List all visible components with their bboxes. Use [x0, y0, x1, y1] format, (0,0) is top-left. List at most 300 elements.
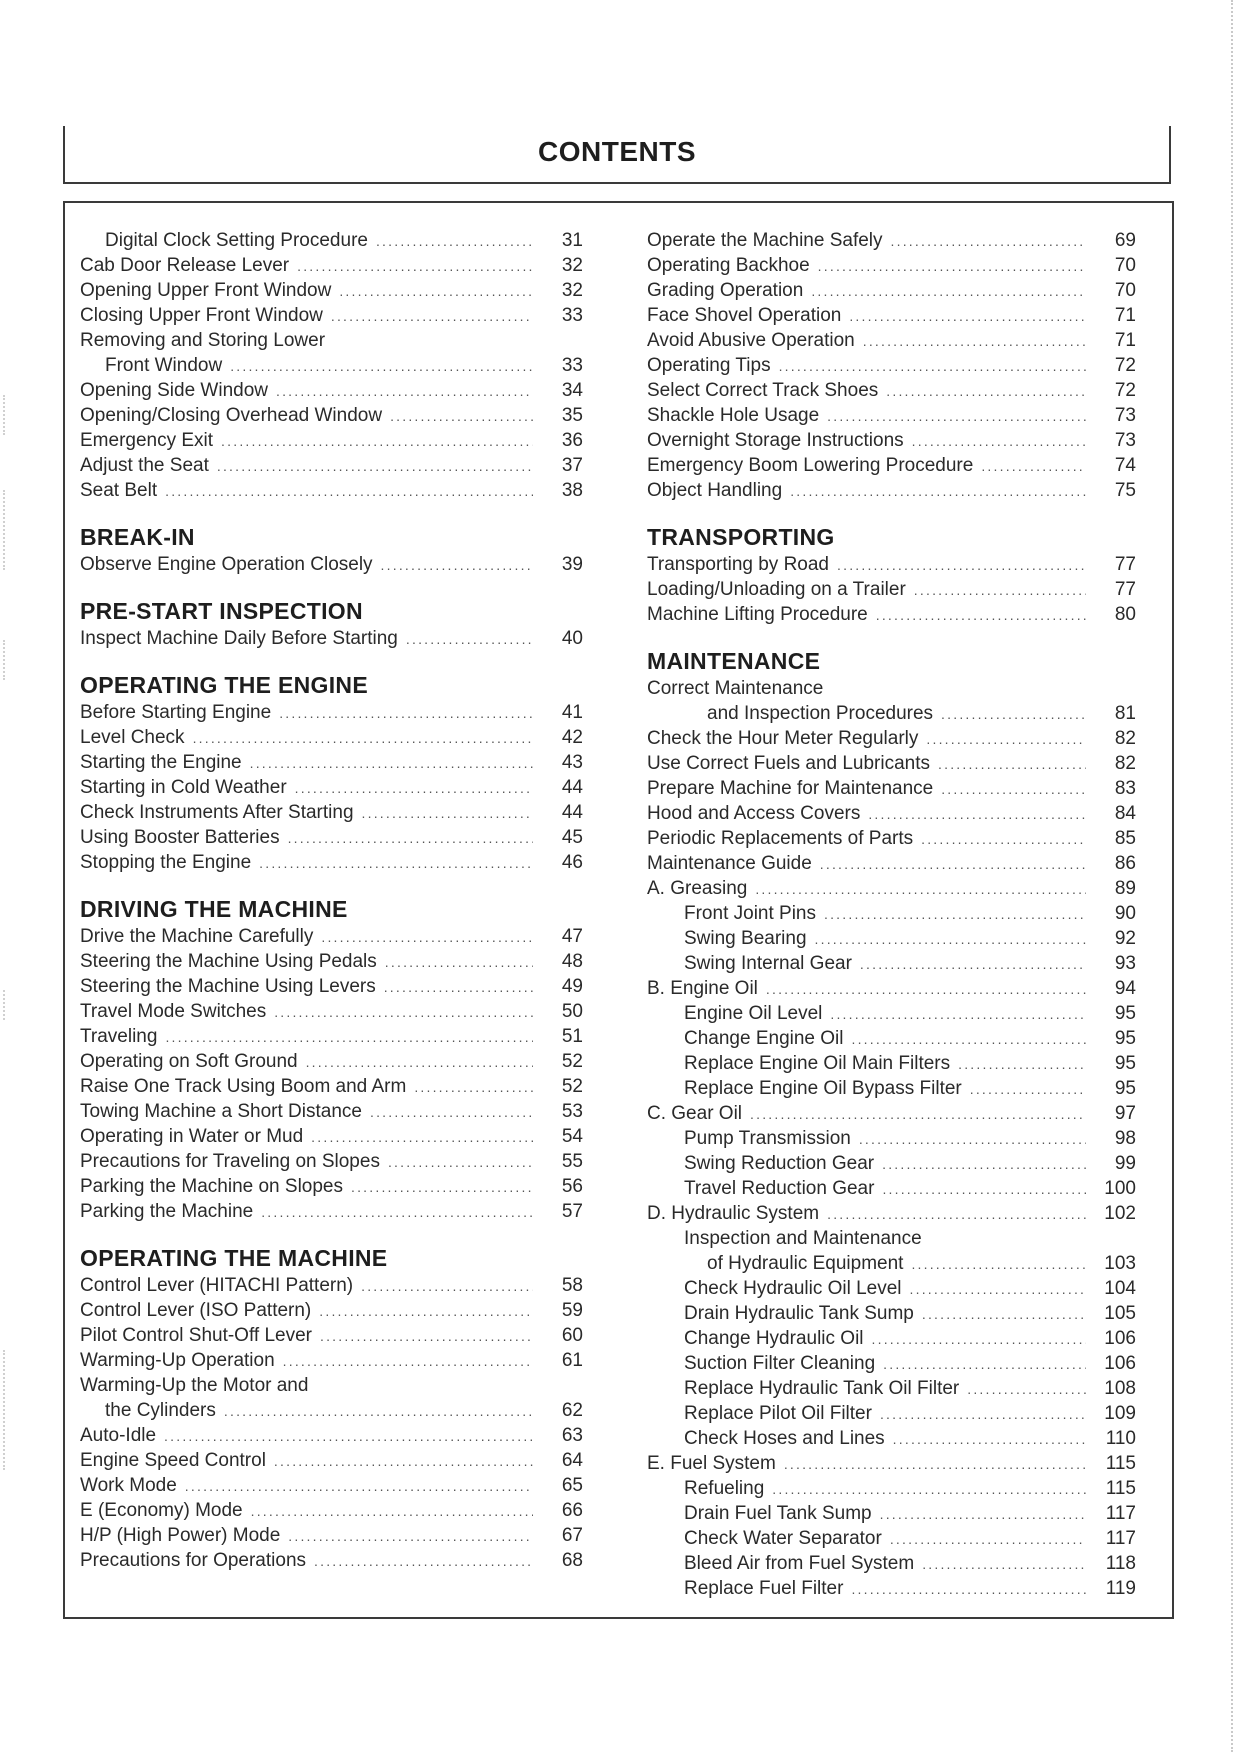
dot-leader [820, 852, 1086, 877]
entry-title: Traveling [80, 1026, 158, 1047]
dot-leader [851, 1577, 1086, 1602]
dot-leader [381, 553, 533, 578]
entry-title: Pilot Control Shut-Off Lever [80, 1325, 312, 1346]
dot-leader [193, 726, 533, 751]
page-number: 73 [1114, 405, 1136, 426]
dot-leader [279, 701, 533, 726]
page-number: 115 [1105, 1478, 1136, 1499]
toc-entry[interactable] [647, 1376, 1136, 1401]
dot-leader [165, 1025, 533, 1050]
toc-entry[interactable] [80, 626, 583, 651]
dot-leader [882, 1152, 1086, 1177]
toc-entry[interactable] [80, 1074, 583, 1099]
page-number: 100 [1104, 1178, 1136, 1199]
entry-title: Grading Operation [647, 280, 804, 301]
toc-entry[interactable] [647, 676, 1136, 701]
entry-title: Operating in Water or Mud [80, 1126, 304, 1147]
page-number: 32 [561, 280, 583, 301]
page-number: 40 [561, 628, 583, 649]
page-number: 98 [1114, 1128, 1136, 1149]
page-number: 59 [561, 1300, 583, 1321]
page-number: 70 [1114, 255, 1136, 276]
entry-title: Raise One Track Using Boom and Arm [80, 1076, 407, 1097]
toc-entry[interactable] [80, 1523, 583, 1548]
page-number: 95 [1114, 1003, 1136, 1024]
page-number: 93 [1114, 953, 1136, 974]
entry-title: Travel Mode Switches [80, 1001, 267, 1022]
toc-entry[interactable] [80, 924, 583, 949]
entry-title: Emergency Boom Lowering Procedure [647, 455, 974, 476]
entry-title: Refueling [684, 1478, 765, 1499]
page-number: 44 [561, 802, 583, 823]
dot-leader [893, 1427, 1086, 1452]
toc-entry[interactable] [80, 428, 583, 453]
entry-title: of Hydraulic Equipment [707, 1253, 904, 1274]
page-number: 77 [1114, 579, 1136, 600]
dot-leader [876, 603, 1086, 628]
entry-title: Use Correct Fuels and Lubricants [647, 753, 931, 774]
entry-title: D. Hydraulic System [647, 1203, 820, 1224]
toc-entry[interactable] [647, 1001, 1136, 1026]
section-heading: DRIVING THE MACHINE [80, 896, 348, 922]
entry-title: Object Handling [647, 480, 783, 501]
dot-leader [811, 279, 1086, 304]
toc-entry[interactable] [80, 1273, 583, 1298]
page-number: 106 [1104, 1328, 1136, 1349]
entry-title: Replace Fuel Filter [684, 1578, 844, 1599]
dot-leader [339, 279, 533, 304]
dot-leader [261, 1200, 533, 1225]
dot-leader [890, 1527, 1086, 1552]
entry-title: Seat Belt [80, 480, 158, 501]
entry-title: Engine Oil Level [684, 1003, 823, 1024]
page-number: 36 [561, 430, 583, 451]
entry-title: Change Engine Oil [684, 1028, 844, 1049]
toc-entry[interactable] [647, 378, 1136, 403]
left-margin-dots [3, 990, 7, 1020]
page-number: 33 [561, 355, 583, 376]
page-number: 89 [1114, 878, 1136, 899]
toc-entry[interactable] [647, 253, 1136, 278]
toc-entry[interactable] [80, 378, 583, 403]
dot-leader [351, 1175, 533, 1200]
dot-leader [941, 777, 1086, 802]
dot-leader [224, 1399, 533, 1424]
toc-entry[interactable] [80, 1548, 583, 1573]
toc-entry[interactable] [647, 1276, 1136, 1301]
entry-title: Before Starting Engine [80, 702, 272, 723]
dot-leader [891, 229, 1086, 254]
dot-leader [165, 479, 533, 504]
toc-entry[interactable] [647, 602, 1136, 627]
dot-leader [321, 925, 533, 950]
toc-entry[interactable] [647, 353, 1136, 378]
entry-title: Inspection and Maintenance [684, 1228, 922, 1249]
toc-entry[interactable] [80, 1049, 583, 1074]
toc-entry[interactable] [80, 750, 583, 775]
dot-leader [981, 454, 1086, 479]
dot-leader [938, 752, 1086, 777]
right-column [647, 228, 1136, 1601]
page-number: 32 [561, 255, 583, 276]
page-number: 71 [1114, 330, 1136, 351]
page-number: 41 [561, 702, 583, 723]
entry-title: Opening/Closing Overhead Window [80, 405, 383, 426]
page-number: 34 [561, 380, 583, 401]
toc-entry[interactable] [80, 1498, 583, 1523]
entry-title: Operating on Soft Ground [80, 1051, 298, 1072]
toc-entry[interactable] [647, 801, 1136, 826]
toc-entry[interactable] [80, 974, 583, 999]
dot-leader [295, 776, 533, 801]
toc-entry[interactable] [647, 328, 1136, 353]
entry-title: Overnight Storage Instructions [647, 430, 904, 451]
page-number: 119 [1105, 1578, 1136, 1599]
toc-entry[interactable] [80, 303, 583, 328]
dot-leader [297, 254, 533, 279]
toc-entry[interactable] [647, 577, 1136, 602]
toc-entry[interactable] [647, 1151, 1136, 1176]
dot-leader [882, 1177, 1086, 1202]
entry-title: Check Water Separator [684, 1528, 882, 1549]
page-number: 62 [561, 1400, 583, 1421]
page-number: 73 [1114, 430, 1136, 451]
left-margin-dots [3, 490, 7, 570]
toc-entry[interactable] [647, 403, 1136, 428]
entry-title: Transporting by Road [647, 554, 830, 575]
page-number: 74 [1114, 455, 1136, 476]
toc-entry[interactable] [80, 278, 583, 303]
toc-entry[interactable] [647, 1176, 1136, 1201]
page-number: 110 [1105, 1428, 1136, 1449]
toc-entry[interactable] [80, 1448, 583, 1473]
page-number: 52 [561, 1076, 583, 1097]
entry-title: Adjust the Seat [80, 455, 209, 476]
page-number: 75 [1114, 480, 1136, 501]
toc-entry[interactable] [647, 228, 1136, 253]
page-number: 82 [1114, 728, 1136, 749]
toc-entry[interactable] [647, 1551, 1136, 1576]
page-number: 71 [1114, 305, 1136, 326]
toc-entry[interactable] [647, 1501, 1136, 1526]
page-number: 60 [561, 1325, 583, 1346]
dot-leader [283, 1349, 533, 1374]
page-number: 33 [561, 305, 583, 326]
toc-entry[interactable] [80, 228, 583, 253]
toc-entry[interactable] [80, 478, 583, 503]
section-heading: PRE-START INSPECTION [80, 598, 363, 624]
toc-entry[interactable] [647, 876, 1136, 901]
toc-entry[interactable] [647, 1351, 1136, 1376]
dot-leader [827, 1202, 1086, 1227]
toc-entry[interactable] [80, 403, 583, 428]
dot-leader [361, 1274, 533, 1299]
entry-title: Check Hydraulic Oil Level [684, 1278, 902, 1299]
entry-title: Swing Reduction Gear [684, 1153, 875, 1174]
toc-entry[interactable] [647, 776, 1136, 801]
entry-title: Drain Fuel Tank Sump [684, 1503, 872, 1524]
page-number: 85 [1114, 828, 1136, 849]
toc-entry[interactable] [80, 725, 583, 750]
entry-title: Replace Engine Oil Main Filters [684, 1053, 951, 1074]
entry-title: Digital Clock Setting Procedure [105, 230, 368, 251]
page-number: 109 [1104, 1403, 1136, 1424]
page-number: 37 [561, 455, 583, 476]
toc-entry[interactable] [647, 1126, 1136, 1151]
toc-entry[interactable] [80, 999, 583, 1024]
dot-leader [818, 254, 1086, 279]
toc-entry[interactable] [647, 1226, 1136, 1251]
dot-leader [384, 975, 533, 1000]
dot-leader [331, 304, 533, 329]
toc-entry[interactable] [647, 726, 1136, 751]
dot-leader [414, 1075, 533, 1100]
toc-entry[interactable] [80, 1099, 583, 1124]
page-number: 97 [1114, 1103, 1136, 1124]
entry-title: Replace Engine Oil Bypass Filter [684, 1078, 962, 1099]
toc-entry[interactable] [80, 453, 583, 478]
entry-title: Select Correct Track Shoes [647, 380, 879, 401]
entry-title: B. Engine Oil [647, 978, 758, 999]
entry-title: Using Booster Batteries [80, 827, 280, 848]
entry-title: Prepare Machine for Maintenance [647, 778, 934, 799]
toc-entry[interactable] [80, 1024, 583, 1049]
left-margin-dots [3, 1350, 7, 1470]
toc-entry[interactable] [647, 303, 1136, 328]
toc-entry[interactable] [647, 1476, 1136, 1501]
toc-entry[interactable] [647, 901, 1136, 926]
toc-entry[interactable] [80, 552, 583, 577]
page-number: 95 [1114, 1078, 1136, 1099]
dot-leader [274, 1000, 533, 1025]
toc-entry[interactable] [647, 1201, 1136, 1226]
page-number: 103 [1104, 1253, 1136, 1274]
entry-title: Starting the Engine [80, 752, 242, 773]
toc-entry[interactable] [647, 1526, 1136, 1551]
toc-entry[interactable] [647, 701, 1136, 726]
toc-entry[interactable] [80, 1124, 583, 1149]
entry-title: Swing Bearing [684, 928, 807, 949]
page-number: 84 [1114, 803, 1136, 824]
entry-title: Precautions for Traveling on Slopes [80, 1151, 380, 1172]
entry-title: Steering the Machine Using Pedals [80, 951, 377, 972]
page-number: 42 [561, 727, 583, 748]
dot-leader [922, 1302, 1086, 1327]
dot-leader [912, 429, 1086, 454]
page-number: 83 [1114, 778, 1136, 799]
entry-title: Pump Transmission [684, 1128, 851, 1149]
toc-entry[interactable] [647, 1576, 1136, 1601]
toc-entry[interactable] [647, 1451, 1136, 1476]
toc-entry[interactable] [647, 278, 1136, 303]
entry-title: Bleed Air from Fuel System [684, 1553, 915, 1574]
dot-leader [784, 1452, 1086, 1477]
dot-leader [970, 1077, 1086, 1102]
page-number: 92 [1114, 928, 1136, 949]
toc-entry[interactable] [647, 951, 1136, 976]
section-heading: TRANSPORTING [647, 524, 835, 550]
entry-title: Correct Maintenance [647, 678, 824, 699]
entry-title: Loading/Unloading on a Trailer [647, 579, 906, 600]
dot-leader [390, 404, 533, 429]
dot-leader [385, 950, 533, 975]
toc-entry[interactable] [80, 1423, 583, 1448]
dot-leader [824, 902, 1086, 927]
toc-entry[interactable] [80, 1149, 583, 1174]
dot-leader [790, 479, 1086, 504]
entry-title: and Inspection Procedures [707, 703, 934, 724]
page-number: 58 [561, 1275, 583, 1296]
dot-leader [849, 304, 1086, 329]
toc-entry[interactable] [647, 478, 1136, 503]
toc-entry[interactable] [647, 1026, 1136, 1051]
entry-title: Swing Internal Gear [684, 953, 852, 974]
dot-leader [880, 1502, 1086, 1527]
entry-title: Engine Speed Control [80, 1450, 266, 1471]
entry-title: Avoid Abusive Operation [647, 330, 855, 351]
dot-leader [772, 1477, 1086, 1502]
page-number: 55 [561, 1151, 583, 1172]
dot-leader [852, 1027, 1087, 1052]
toc-entry[interactable] [647, 826, 1136, 851]
dot-leader [217, 454, 533, 479]
dot-leader [251, 1499, 533, 1524]
dot-leader [911, 1252, 1086, 1277]
page-number: 47 [561, 926, 583, 947]
toc-entry[interactable] [647, 1301, 1136, 1326]
page-number: 82 [1114, 753, 1136, 774]
toc-entry[interactable] [80, 328, 583, 353]
dot-leader [750, 1102, 1086, 1127]
toc-entry[interactable] [647, 1101, 1136, 1126]
page-number: 64 [561, 1450, 583, 1471]
toc-entry[interactable] [647, 751, 1136, 776]
toc-entry[interactable] [647, 1051, 1136, 1076]
page-number: 77 [1114, 554, 1136, 575]
entry-title: Work Mode [80, 1475, 177, 1496]
entry-title: Parking the Machine on Slopes [80, 1176, 343, 1197]
dot-leader [827, 404, 1086, 429]
toc-entry[interactable] [80, 353, 583, 378]
dot-leader [311, 1125, 533, 1150]
toc-entry[interactable] [80, 253, 583, 278]
page-number: 67 [561, 1525, 583, 1546]
page-number: 35 [561, 405, 583, 426]
toc-entry[interactable] [80, 949, 583, 974]
toc-entry[interactable] [80, 1398, 583, 1423]
dot-leader [860, 952, 1086, 977]
toc-entry[interactable] [80, 1348, 583, 1373]
contents-table [63, 201, 1174, 1619]
page-number: 106 [1104, 1353, 1136, 1374]
toc-entry[interactable] [80, 1199, 583, 1224]
page-number: 38 [561, 480, 583, 501]
dot-leader [319, 1299, 533, 1324]
page-number: 49 [561, 976, 583, 997]
toc-entry[interactable] [80, 1373, 583, 1398]
dot-leader [370, 1100, 533, 1125]
entry-title: Steering the Machine Using Levers [80, 976, 376, 997]
dot-leader [914, 578, 1086, 603]
dot-leader [815, 927, 1086, 952]
toc-entry[interactable] [647, 453, 1136, 478]
page-number: 117 [1105, 1503, 1136, 1524]
page-number: 117 [1105, 1528, 1136, 1549]
toc-entry[interactable] [80, 850, 583, 875]
toc-entry[interactable] [80, 700, 583, 725]
toc-entry[interactable] [80, 775, 583, 800]
toc-entry[interactable] [80, 800, 583, 825]
toc-entry[interactable] [647, 1426, 1136, 1451]
dot-leader [185, 1474, 533, 1499]
page-number: 48 [561, 951, 583, 972]
page-number: 52 [561, 1051, 583, 1072]
section-heading: OPERATING THE MACHINE [80, 1245, 388, 1271]
left-column [80, 228, 583, 1573]
page-number: 56 [561, 1176, 583, 1197]
toc-entry[interactable] [80, 1174, 583, 1199]
entry-title: Starting in Cold Weather [80, 777, 287, 798]
toc-entry[interactable] [647, 1401, 1136, 1426]
page-number: 115 [1105, 1453, 1136, 1474]
page-number: 104 [1104, 1278, 1136, 1299]
toc-entry[interactable] [80, 1473, 583, 1498]
page-number: 53 [561, 1101, 583, 1122]
entry-title: Drain Hydraulic Tank Sump [684, 1303, 914, 1324]
entry-title: Check Instruments After Starting [80, 802, 354, 823]
page-number: 69 [1114, 230, 1136, 251]
entry-title: Machine Lifting Procedure [647, 604, 868, 625]
entry-title: Periodic Replacements of Parts [647, 828, 914, 849]
dot-leader [967, 1377, 1086, 1402]
dot-leader [276, 379, 533, 404]
toc-entry[interactable] [647, 1326, 1136, 1351]
dot-leader [306, 1050, 533, 1075]
toc-entry[interactable] [647, 428, 1136, 453]
entry-title: Check the Hour Meter Regularly [647, 728, 919, 749]
dot-leader [314, 1549, 533, 1574]
entry-title: Control Lever (HITACHI Pattern) [80, 1275, 354, 1296]
entry-title: Shackle Hole Usage [647, 405, 820, 426]
page-number: 45 [561, 827, 583, 848]
dot-leader [388, 1150, 533, 1175]
entry-title: Travel Reduction Gear [684, 1178, 875, 1199]
toc-entry[interactable] [647, 1251, 1136, 1276]
entry-title: Precautions for Operations [80, 1550, 307, 1571]
toc-entry[interactable] [647, 851, 1136, 876]
dot-leader [921, 827, 1086, 852]
entry-title: Operating Tips [647, 355, 771, 376]
toc-entry[interactable] [647, 1076, 1136, 1101]
page-number: 44 [561, 777, 583, 798]
page-number: 94 [1114, 978, 1136, 999]
toc-entry[interactable] [647, 552, 1136, 577]
page-number: 54 [561, 1126, 583, 1147]
page-number: 31 [561, 230, 583, 251]
dot-leader [886, 379, 1086, 404]
entry-title: Observe Engine Operation Closely [80, 554, 373, 575]
toc-entry[interactable] [647, 926, 1136, 951]
page-title: CONTENTS [538, 136, 696, 167]
toc-entry[interactable] [647, 976, 1136, 1001]
page-number: 39 [561, 554, 583, 575]
toc-entry[interactable] [80, 1298, 583, 1323]
page-number: 118 [1105, 1553, 1136, 1574]
toc-entry[interactable] [80, 825, 583, 850]
dot-leader [755, 877, 1086, 902]
entry-title: Warming-Up the Motor and [80, 1375, 309, 1396]
toc-entry[interactable] [80, 1323, 583, 1348]
